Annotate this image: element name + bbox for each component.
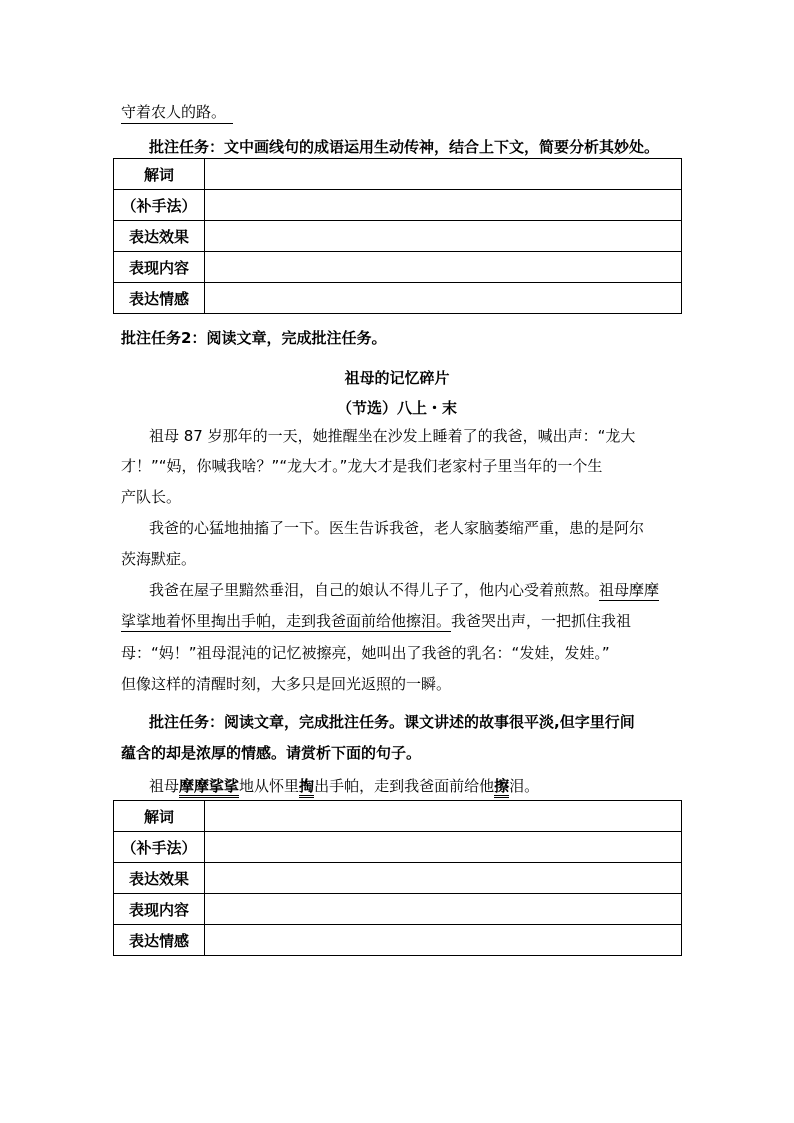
sentence-part: 出手帕，走到我爸面前给他 — [314, 777, 495, 795]
row-label: （补手法） — [114, 832, 205, 863]
article-title: 祖母的记忆碎片 — [344, 369, 450, 387]
underlined-sentence: 挲挲地着怀里掏出手帕，走到我爸面前给他擦泪。 — [121, 612, 452, 630]
highlighted-word: 摩摩挲挲 — [179, 777, 239, 798]
answer-cell[interactable] — [205, 159, 682, 190]
table-row — [114, 832, 682, 863]
row-label: 解词 — [114, 801, 205, 832]
article-p2-line1: 我爸的心猛地抽搐了一下。医生告诉我爸，老人家脑萎缩严重，患的是阿尔 — [149, 519, 645, 537]
row-label: 表达情感 — [114, 925, 205, 956]
highlighted-word: 擦 — [494, 777, 509, 798]
underlined-sentence: 祖母摩摩 — [599, 581, 660, 599]
article-p2-line2: 茨海默症。 — [121, 550, 197, 568]
article-p1-line2: 才！”“妈，你喊我啥？”“龙大才。”龙大才是我们老家村子里当年的一个生 — [121, 457, 603, 475]
task3-prompt-line1: 批注任务：阅读文章，完成批注任务。课文讲述的故事很平淡,但字里行间 — [149, 713, 635, 731]
table-row — [114, 925, 682, 956]
table-row — [114, 801, 682, 832]
sentence-part: 泪。 — [509, 777, 540, 795]
plain-text: 我爸在屋子里黯然垂泪，自己的娘认不得儿子了，他内心受着煎熬。 — [149, 581, 600, 599]
answer-cell[interactable] — [205, 925, 682, 956]
answer-cell[interactable] — [205, 283, 682, 314]
task1-prompt: 批注任务：文中画线句的成语运用生动传神，结合上下文，简要分析其妙处。 — [149, 138, 660, 156]
article-p1-line3: 产队长。 — [121, 488, 182, 506]
article-p3-line4: 但像这样的清醒时刻，大多只是回光返照的一瞬。 — [121, 675, 452, 693]
task3-annotation-table — [113, 800, 682, 956]
row-label: 表达效果 — [114, 221, 205, 252]
answer-cell[interactable] — [205, 801, 682, 832]
article-source: （节选）八上・末 — [336, 399, 457, 417]
answer-cell[interactable] — [205, 190, 682, 221]
row-label: （补手法） — [114, 190, 205, 221]
sentence-part: 祖母 — [149, 777, 180, 795]
row-label: 表现内容 — [114, 894, 205, 925]
underlined-sentence-end: 守着农人的路。 — [121, 102, 233, 124]
table-row — [114, 190, 682, 221]
answer-cell[interactable] — [205, 863, 682, 894]
table-row — [114, 252, 682, 283]
answer-cell[interactable] — [205, 894, 682, 925]
answer-cell[interactable] — [205, 221, 682, 252]
table-row — [114, 159, 682, 190]
table-row — [114, 221, 682, 252]
highlighted-word: 掏 — [299, 777, 314, 798]
answer-cell[interactable] — [205, 252, 682, 283]
row-label: 表达效果 — [114, 863, 205, 894]
article-p3-line3: 母：“妈！”祖母混沌的记忆被擦亮，她叫出了我爸的乳名：“发娃，发娃。” — [121, 644, 610, 662]
row-label: 表现内容 — [114, 252, 205, 283]
row-label: 解词 — [114, 159, 205, 190]
task3-prompt-line2: 蕴含的却是浓厚的情感。请赏析下面的句子。 — [121, 744, 422, 762]
task2-heading: 批注任务2：阅读文章，完成批注任务。 — [121, 329, 387, 347]
previous-text-fragment — [121, 102, 233, 124]
article-p3-line2 — [121, 611, 631, 631]
table-row — [114, 283, 682, 314]
article-p3-line1 — [149, 580, 659, 600]
table-row — [114, 894, 682, 925]
sentence-part: 地从怀里 — [239, 777, 300, 795]
task3-sentence — [149, 776, 539, 796]
answer-cell[interactable] — [205, 832, 682, 863]
article-p1-line1: 祖母 87 岁那年的一天，她推醒坐在沙发上睡着了的我爸，喊出声：“龙大 — [149, 427, 636, 445]
plain-text: 我爸哭出声，一把抓住我祖 — [451, 612, 632, 630]
row-label: 表达情感 — [114, 283, 205, 314]
task1-annotation-table — [113, 158, 682, 314]
table-row — [114, 863, 682, 894]
